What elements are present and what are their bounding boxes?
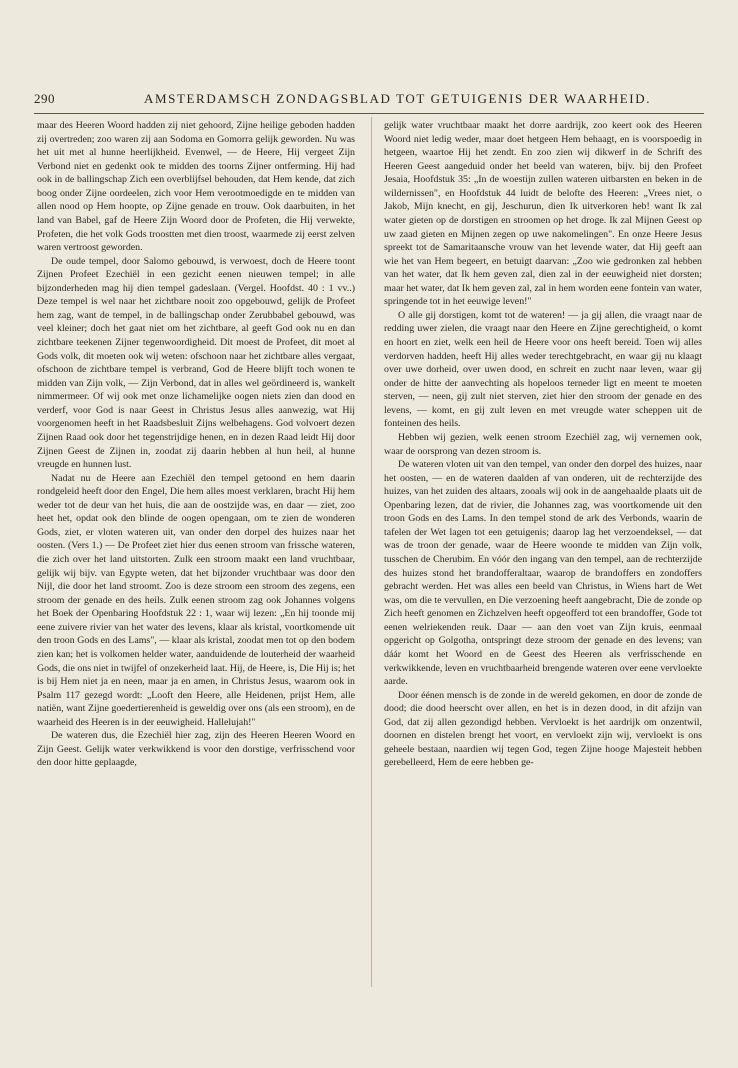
left-paragraph-4: De wateren dus, die Ezechiël hier zag, zijn des Heeren Heeren Woord en Zijn Geest. Gelijk water verkwikkend is voor den dorstige, verfrisschend voor den door hitte geplaagde, (37, 730, 355, 769)
right-paragraph-3: Hebben wij gezien, welk eenen stroom Ezechiël zag, wij vernemen ook, waar de oorsprong van dezen stroom is. (384, 431, 702, 457)
left-paragraph-2: De oude tempel, door Salomo gebouwd, is verwoest, doch de Heere toont Zijnen Profeet Ezechiël in een gezicht eenen nieuwen tempel; in alle bijzonderheden mag hij dien tempel gadeslaan. (Vergel. Hoofdst. 40 : 1 vv..) Deze tempel is wel naar het zichtbare nooit zoo opgebouwd, gelijk de Profeet hem zag, want de tempel, in de ballingschap onder Zerubbabel gebouwd, was veel kleiner; doch het gaat niet om het zichtbare, al geeft God ook nu en dan zichtbare teekenen Zijner tegenwoordigheid. Dit moest de Profeet, dit moet al Gods volk, dit moeten ook wij weten: ofschoon naar het zichtbare alles vergaat, ofschoon de zichtbare tempel is verbrand, God de Heere blijft toch wonen te midden van Zijn volk, — Zijn Verbond, dat in alles wel geördineerd is, wankelt nimmermeer. Of wij ook met onze lichamelijke oogen niets zien dan dood en verderf, voor God is naar Geest in Christus Jesus alles aanwezig, wat Hij voorgenomen heeft in het Raadsbesluit Zijns welbehagens. God volvoert dezen Zijnen Raad ook door het tegenstrijdige henen, en in dezen Raad leidt Hij door Zijnen Geest de Zijnen in, zoodat zij daarin hebben al hun heil, al hunne vreugde en hunnen lust. (37, 255, 355, 471)
right-paragraph-4: De wateren vloten uit van den tempel, van onder den dorpel des huizes, naar het oosten, — en de wateren daalden af van onderen, uit de rechterzijde des huizes, van het zuiden des altaars, zooals wij ook in de aangehaalde plaats uit de Openbaring lezen, dat de rivier, die Johannes zag, was voortkomende uit den troon Gods en des Lams. In den tempel stond de ark des Verbonds, waarin de tafelen der Wet lagen tot een getuigenis; daarop lag het verzoendeksel, — dat was de troon der genade, waar de Heere woonde te midden van Zijn volk, tusschen de Cherubim. En vóór den ingang van den tempel, aan de rechterzijde des huizes stond het brandofferaltaar, waarop de brandoffers en zondoffers gebracht werden. Het was alles een beeld van Christus, in Wiens hart de Wet was, om die te vervullen, en Die verzoening heeft aangebracht, Die de zonde op Zich heeft genomen en Zichzelven heeft opgeofferd tot een brandoffer, Gode tot eenen welriekenden reuk. Daar — aan den voet van Zijn kruis, eenmaal opgericht op Golgotha, ontspringt deze stroom der genade en des levens; van dáár komt het Woord en de Geest des Heeren als verfrisschende en verkwikkende, leven en vruchtbaarheid brengende wateren over eene vervloekte aarde. (384, 459, 702, 688)
page-header (34, 91, 704, 111)
left-paragraph-1: maar des Heeren Woord hadden zij niet gehoord, Zijne heilige geboden hadden zij overtreden; zoo waren zij aan Sodoma en Gomorra gelijk geworden. Nu was het uit met al hunne heerlijkheid. Evenwel, — de Heere, Hij vergeet Zijn Verbond niet en gedenkt ook te midden des toorns Zijner ontferming. Hij had ook in de ballingschap Zich een overblijfsel behouden, dat Hem kende, dat zich boog onder Zijne oordeelen, zich voor Hem verootmoedigde en te midden van allen nood op Hem hoopte, op Zijne genade en trouw. Ook daarbuiten, in het land van Babel, gaf de Heere Zijn Woord door de Profeten, die Hij verwekte, Profeten, die het volk Gods troostten met dien troost, waarmede zij eerst zelven waren vertroost geworden. (37, 120, 355, 254)
left-paragraph-3: Nadat nu de Heere aan Ezechiël den tempel getoond en hem daarin rondgeleid heeft door den Engel, Die hem alles moest verklaren, bracht Hij hem weder tot de deur van het huis, die aan de oostzijde was, en daar — ziet, zoo heet het, opdat ook den blinde de oogen opengaan, om te zien de wonderen Gods, ziet, er vloten wateren uit, van onder den dorpel des huizes naar het oosten. (Vers 1.) — De Profeet ziet hier dus eenen stroom van frissche wateren, die zich over het land uitstorten. Zulk een stroom maakt een land vruchtbaar, gelijk wij bijv. van Egypte weten, dat het bijzonder vruchtbaar was door den Nijl, die door het land stroomt. Zoo is deze stroom een stroom des zegens, een stroom der genade en des heils. Zulk eenen stroom zag ook Johannes volgens het Boek der Openbaring Hoofdstuk 22 : 1, waar wij lezen: „En hij toonde mij eene zuivere rivier van het water des levens, klaar als kristal, voortkomende uit den troon Gods en des Lams", — klaar als kristal, zoodat men tot op den bodem zien kan; het is volkomen helder water, aanduidende de louterheid der waarheid Gods, die ons niet in twijfel of onzekerheid laat. Hij, de Heere, is, Die Hij is; het is bij Hem niet ja en neen, maar ja en amen, in Christus Jesus, waarom ook in Psalm 117 gezegd wordt: „Looft den Heere, alle Heidenen, prijst Hem, alle natiën, want Zijne goedertierenheid is geweldig over ons (als een stroom), en de waarheid des Heeren is in der eeuwigheid. Hallelujah!" (37, 472, 355, 728)
right-paragraph-1: gelijk water vruchtbaar maakt het dorre aardrijk, zoo keert ook des Heeren Woord niet ledig weder, maar doet hetgeen Hem behaagt, en is voorspoedig in hetgeen, waartoe Hij het zendt. En zoo zien wij dikwerf in de Schrift des Heeren Geest aangeduid onder het beeld van wateren, bijv. bij den Profeet Jesaia, Hoofdstuk 35: „In de woestijn zullen wateren uitbarsten en beken in de wildernissen", en Hoofdstuk 44 luidt de belofte des Heeren: „Vrees niet, o Jakob, Mijn knecht, en gij, Jeschurun, dien Ik uitverkoren heb! want Ik zal water gieten op de dorstigen en stroomen op het droge. Ik zal Mijnen Geest op uw zaad gieten en Mijnen zegen op uwe nakomelingen". En onze Heere Jesus spreekt tot de Samaritaansche vrouw van het levende water, dat Hij geeft aan wie het van Hem begeert, en betuigt daarvan: „Zoo wie gedronken zal hebben van het water, dat Ik hem geven zal, dien zal in der eeuwigheid niet dorsten; maar het water, dat Ik hem geven zal, zal in hem worden eene fontein van water, springende tot in het eeuwige leven!" (384, 120, 702, 308)
right-paragraph-5: Door éénen mensch is de zonde in de wereld gekomen, en door de zonde de dood; die dood heerscht over allen, en het is in dezen dood, in dit afzijn van God, dat zij allen gezondigd hebben. Vervloekt is het aardrijk om onzentwil, doornen en distelen brengt het voort, en vervloekt zijn wij, vervloekt is ons geheele bestaan, naardien wij tegen God, tegen Zijne hooge Majesteit hebben gerebelleerd, Hem de eere hebben ge- (384, 689, 702, 769)
right-paragraph-2: O alle gij dorstigen, komt tot de wateren! — ja gij allen, die vraagt naar de redding uwer zielen, die vraagt naar den Heere en Zijne gerechtigheid, o komt en hoort en ziet, welk een heil de Heere voor ons heeft bereid. Toen wij alles verdorven hadden, heeft Hij alles weder terechtgebracht, en waar gij nu klaagt over uwe dorheid, over uwen dood, en schreit en zucht naar leven, waar gij onder de hitte der aanvechting als hopeloos terneder ligt en meent te moeten sterven, — neen, gij zult niet sterven, ziet hier den stroom der genade en des levens, — komt, en gij zult leven en met vreugde water scheppen uit de fonteinen des heils. (384, 309, 702, 430)
page-number: 290 (34, 91, 55, 106)
header-rule (34, 113, 704, 114)
running-title: AMSTERDAMSCH ZONDAGSBLAD TOT GETUIGENIS DER WAARHEID. (144, 91, 652, 106)
right-column (384, 119, 702, 989)
left-column (37, 119, 355, 989)
column-divider (371, 117, 372, 987)
